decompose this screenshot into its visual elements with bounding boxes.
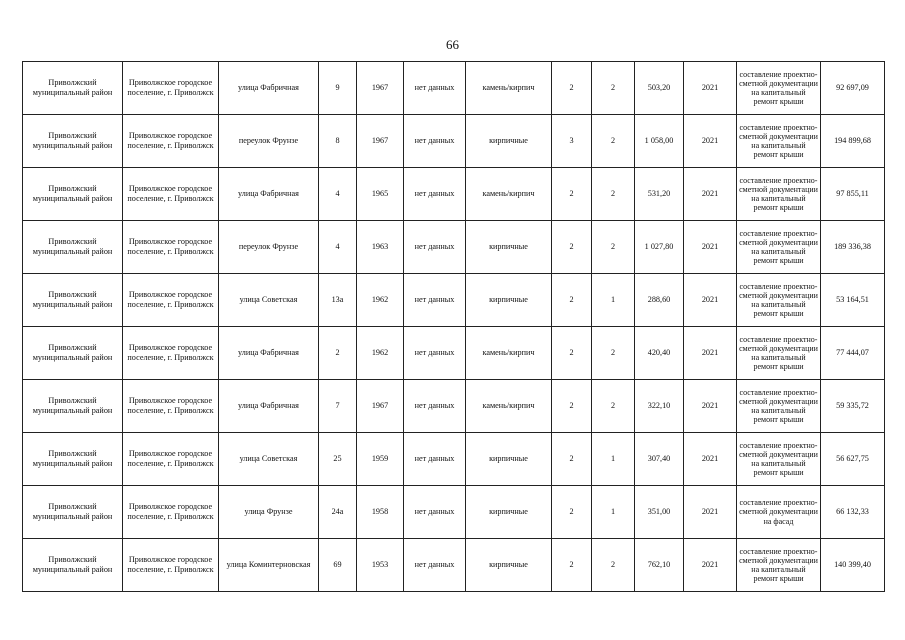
work-type-cell: составление проектно-сметной документации на фасад [737, 486, 821, 539]
floors-cell: 2 [552, 62, 592, 115]
area-cell: 420,40 [635, 327, 684, 380]
house-number-cell: 24а [319, 486, 357, 539]
entrances-cell: 2 [592, 539, 635, 592]
entrances-cell: 2 [592, 380, 635, 433]
table-row [23, 380, 885, 433]
wall-material-cell: камень/кирпич [466, 168, 552, 221]
table-row [23, 168, 885, 221]
street-cell: улица Фрунзе [219, 486, 319, 539]
wall-material-cell: кирпичные [466, 433, 552, 486]
area-cell: 503,20 [635, 62, 684, 115]
plan-year-cell: 2021 [684, 380, 737, 433]
wall-material-cell: кирпичные [466, 115, 552, 168]
district-cell: Приволжский муниципальный район [23, 274, 123, 327]
settlement-cell: Приволжское городское поселение, г. Приволжск [123, 115, 219, 168]
cost-cell: 97 855,11 [821, 168, 885, 221]
house-number-cell: 13а [319, 274, 357, 327]
street-cell: улица Фабричная [219, 380, 319, 433]
plan-year-cell: 2021 [684, 62, 737, 115]
work-type-cell: составление проектно-сметной документации на капитальный ремонт крыши [737, 115, 821, 168]
floors-cell: 2 [552, 274, 592, 327]
area-cell: 322,10 [635, 380, 684, 433]
work-type-cell: составление проектно-сметной документации на капитальный ремонт крыши [737, 539, 821, 592]
build-year-cell: 1963 [357, 221, 404, 274]
renovation-year-cell: нет данных [404, 221, 466, 274]
renovation-year-cell: нет данных [404, 327, 466, 380]
house-number-cell: 4 [319, 221, 357, 274]
plan-year-cell: 2021 [684, 539, 737, 592]
floors-cell: 2 [552, 221, 592, 274]
plan-year-cell: 2021 [684, 168, 737, 221]
renovation-year-cell: нет данных [404, 115, 466, 168]
renovation-year-cell: нет данных [404, 274, 466, 327]
district-cell: Приволжский муниципальный район [23, 380, 123, 433]
plan-year-cell: 2021 [684, 274, 737, 327]
district-cell: Приволжский муниципальный район [23, 221, 123, 274]
build-year-cell: 1953 [357, 539, 404, 592]
street-cell: улица Советская [219, 433, 319, 486]
work-type-cell: составление проектно-сметной документации на капитальный ремонт крыши [737, 274, 821, 327]
settlement-cell: Приволжское городское поселение, г. Приволжск [123, 486, 219, 539]
district-cell: Приволжский муниципальный район [23, 433, 123, 486]
settlement-cell: Приволжское городское поселение, г. Приволжск [123, 327, 219, 380]
street-cell: улица Фабричная [219, 168, 319, 221]
build-year-cell: 1967 [357, 380, 404, 433]
table-row [23, 62, 885, 115]
entrances-cell: 2 [592, 62, 635, 115]
entrances-cell: 2 [592, 221, 635, 274]
plan-year-cell: 2021 [684, 327, 737, 380]
entrances-cell: 2 [592, 115, 635, 168]
district-cell: Приволжский муниципальный район [23, 115, 123, 168]
street-cell: улица Фабричная [219, 327, 319, 380]
settlement-cell: Приволжское городское поселение, г. Приволжск [123, 433, 219, 486]
floors-cell: 2 [552, 380, 592, 433]
table-row [23, 433, 885, 486]
district-cell: Приволжский муниципальный район [23, 327, 123, 380]
street-cell: улица Фабричная [219, 62, 319, 115]
wall-material-cell: камень/кирпич [466, 380, 552, 433]
renovation-year-cell: нет данных [404, 433, 466, 486]
area-cell: 1 027,80 [635, 221, 684, 274]
settlement-cell: Приволжское городское поселение, г. Приволжск [123, 274, 219, 327]
area-cell: 288,60 [635, 274, 684, 327]
settlement-cell: Приволжское городское поселение, г. Приволжск [123, 168, 219, 221]
wall-material-cell: камень/кирпич [466, 62, 552, 115]
renovation-year-cell: нет данных [404, 168, 466, 221]
entrances-cell: 1 [592, 274, 635, 327]
house-number-cell: 25 [319, 433, 357, 486]
street-cell: переулок Фрунзе [219, 115, 319, 168]
table-row [23, 221, 885, 274]
wall-material-cell: кирпичные [466, 539, 552, 592]
wall-material-cell: камень/кирпич [466, 327, 552, 380]
cost-cell: 189 336,38 [821, 221, 885, 274]
renovation-year-cell: нет данных [404, 486, 466, 539]
table-row [23, 115, 885, 168]
settlement-cell: Приволжское городское поселение, г. Приволжск [123, 380, 219, 433]
renovation-year-cell: нет данных [404, 380, 466, 433]
cost-cell: 194 899,68 [821, 115, 885, 168]
cost-cell: 59 335,72 [821, 380, 885, 433]
build-year-cell: 1967 [357, 62, 404, 115]
entrances-cell: 2 [592, 168, 635, 221]
housing-repair-table [22, 61, 885, 592]
build-year-cell: 1962 [357, 327, 404, 380]
area-cell: 307,40 [635, 433, 684, 486]
work-type-cell: составление проектно-сметной документации на капитальный ремонт крыши [737, 433, 821, 486]
area-cell: 351,00 [635, 486, 684, 539]
street-cell: улица Коминтерновская [219, 539, 319, 592]
cost-cell: 53 164,51 [821, 274, 885, 327]
floors-cell: 3 [552, 115, 592, 168]
cost-cell: 92 697,09 [821, 62, 885, 115]
work-type-cell: составление проектно-сметной документации на капитальный ремонт крыши [737, 62, 821, 115]
house-number-cell: 9 [319, 62, 357, 115]
cost-cell: 56 627,75 [821, 433, 885, 486]
table-row [23, 539, 885, 592]
floors-cell: 2 [552, 486, 592, 539]
floors-cell: 2 [552, 168, 592, 221]
floors-cell: 2 [552, 539, 592, 592]
build-year-cell: 1962 [357, 274, 404, 327]
plan-year-cell: 2021 [684, 115, 737, 168]
entrances-cell: 1 [592, 486, 635, 539]
cost-cell: 77 444,07 [821, 327, 885, 380]
work-type-cell: составление проектно-сметной документации на капитальный ремонт крыши [737, 380, 821, 433]
house-number-cell: 69 [319, 539, 357, 592]
plan-year-cell: 2021 [684, 486, 737, 539]
house-number-cell: 4 [319, 168, 357, 221]
build-year-cell: 1967 [357, 115, 404, 168]
wall-material-cell: кирпичные [466, 221, 552, 274]
floors-cell: 2 [552, 327, 592, 380]
street-cell: переулок Фрунзе [219, 221, 319, 274]
area-cell: 762,10 [635, 539, 684, 592]
work-type-cell: составление проектно-сметной документации на капитальный ремонт крыши [737, 327, 821, 380]
build-year-cell: 1959 [357, 433, 404, 486]
district-cell: Приволжский муниципальный район [23, 486, 123, 539]
settlement-cell: Приволжское городское поселение, г. Приволжск [123, 221, 219, 274]
settlement-cell: Приволжское городское поселение, г. Приволжск [123, 62, 219, 115]
house-number-cell: 2 [319, 327, 357, 380]
renovation-year-cell: нет данных [404, 539, 466, 592]
street-cell: улица Советская [219, 274, 319, 327]
table-row [23, 486, 885, 539]
table-row [23, 327, 885, 380]
wall-material-cell: кирпичные [466, 274, 552, 327]
page-number: 66 [446, 37, 459, 52]
entrances-cell: 1 [592, 433, 635, 486]
area-cell: 531,20 [635, 168, 684, 221]
house-number-cell: 8 [319, 115, 357, 168]
entrances-cell: 2 [592, 327, 635, 380]
district-cell: Приволжский муниципальный район [23, 62, 123, 115]
wall-material-cell: кирпичные [466, 486, 552, 539]
work-type-cell: составление проектно-сметной документации на капитальный ремонт крыши [737, 221, 821, 274]
renovation-year-cell: нет данных [404, 62, 466, 115]
house-number-cell: 7 [319, 380, 357, 433]
floors-cell: 2 [552, 433, 592, 486]
work-type-cell: составление проектно-сметной документации на капитальный ремонт крыши [737, 168, 821, 221]
build-year-cell: 1958 [357, 486, 404, 539]
cost-cell: 66 132,33 [821, 486, 885, 539]
plan-year-cell: 2021 [684, 433, 737, 486]
district-cell: Приволжский муниципальный район [23, 168, 123, 221]
area-cell: 1 058,00 [635, 115, 684, 168]
settlement-cell: Приволжское городское поселение, г. Приволжск [123, 539, 219, 592]
table-row [23, 274, 885, 327]
district-cell: Приволжский муниципальный район [23, 539, 123, 592]
cost-cell: 140 399,40 [821, 539, 885, 592]
build-year-cell: 1965 [357, 168, 404, 221]
plan-year-cell: 2021 [684, 221, 737, 274]
